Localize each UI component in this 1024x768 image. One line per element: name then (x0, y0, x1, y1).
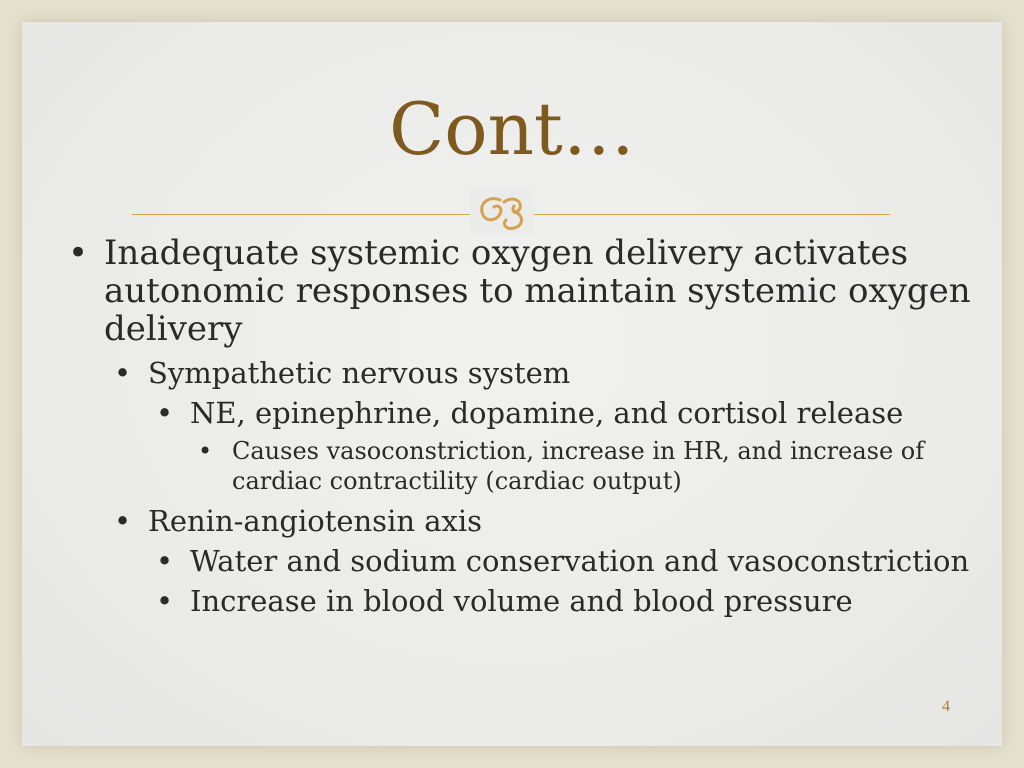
bullet-marker: • (156, 396, 174, 430)
curly-flourish-icon (470, 190, 534, 234)
list-item-text: Causes vasoconstriction, increase in HR, and increase of cardiac contractility (cardiac output) (232, 437, 925, 495)
page-number: 4 (942, 698, 950, 715)
list-item-text: Renin-angiotensin axis (148, 504, 483, 538)
list-item-text: NE, epinephrine, dopamine, and cortisol release (190, 396, 904, 430)
bullet-marker: • (156, 584, 174, 618)
list-item-text: Water and sodium conservation and vasoconstriction (190, 544, 970, 578)
list-item (64, 396, 984, 430)
list-item (64, 544, 984, 578)
bullet-marker: • (68, 233, 89, 273)
bullet-marker: • (198, 437, 213, 465)
slide (22, 22, 1002, 746)
list-item (64, 584, 984, 618)
bullet-marker: • (114, 504, 132, 538)
bullet-marker: • (156, 544, 174, 578)
list-item (64, 356, 984, 390)
list-item-text: Sympathetic nervous system (148, 356, 571, 390)
list-item (64, 504, 984, 538)
list-item (64, 234, 984, 348)
list-item-text: Inadequate systemic oxygen delivery activates autonomic responses to maintain systemic oxygen delivery (104, 233, 971, 349)
bullet-list (64, 234, 984, 624)
list-item-text: Increase in blood volume and blood pressure (190, 584, 853, 618)
bullet-marker: • (114, 356, 132, 390)
slide-title: Cont… (389, 87, 635, 171)
list-item (64, 436, 984, 496)
